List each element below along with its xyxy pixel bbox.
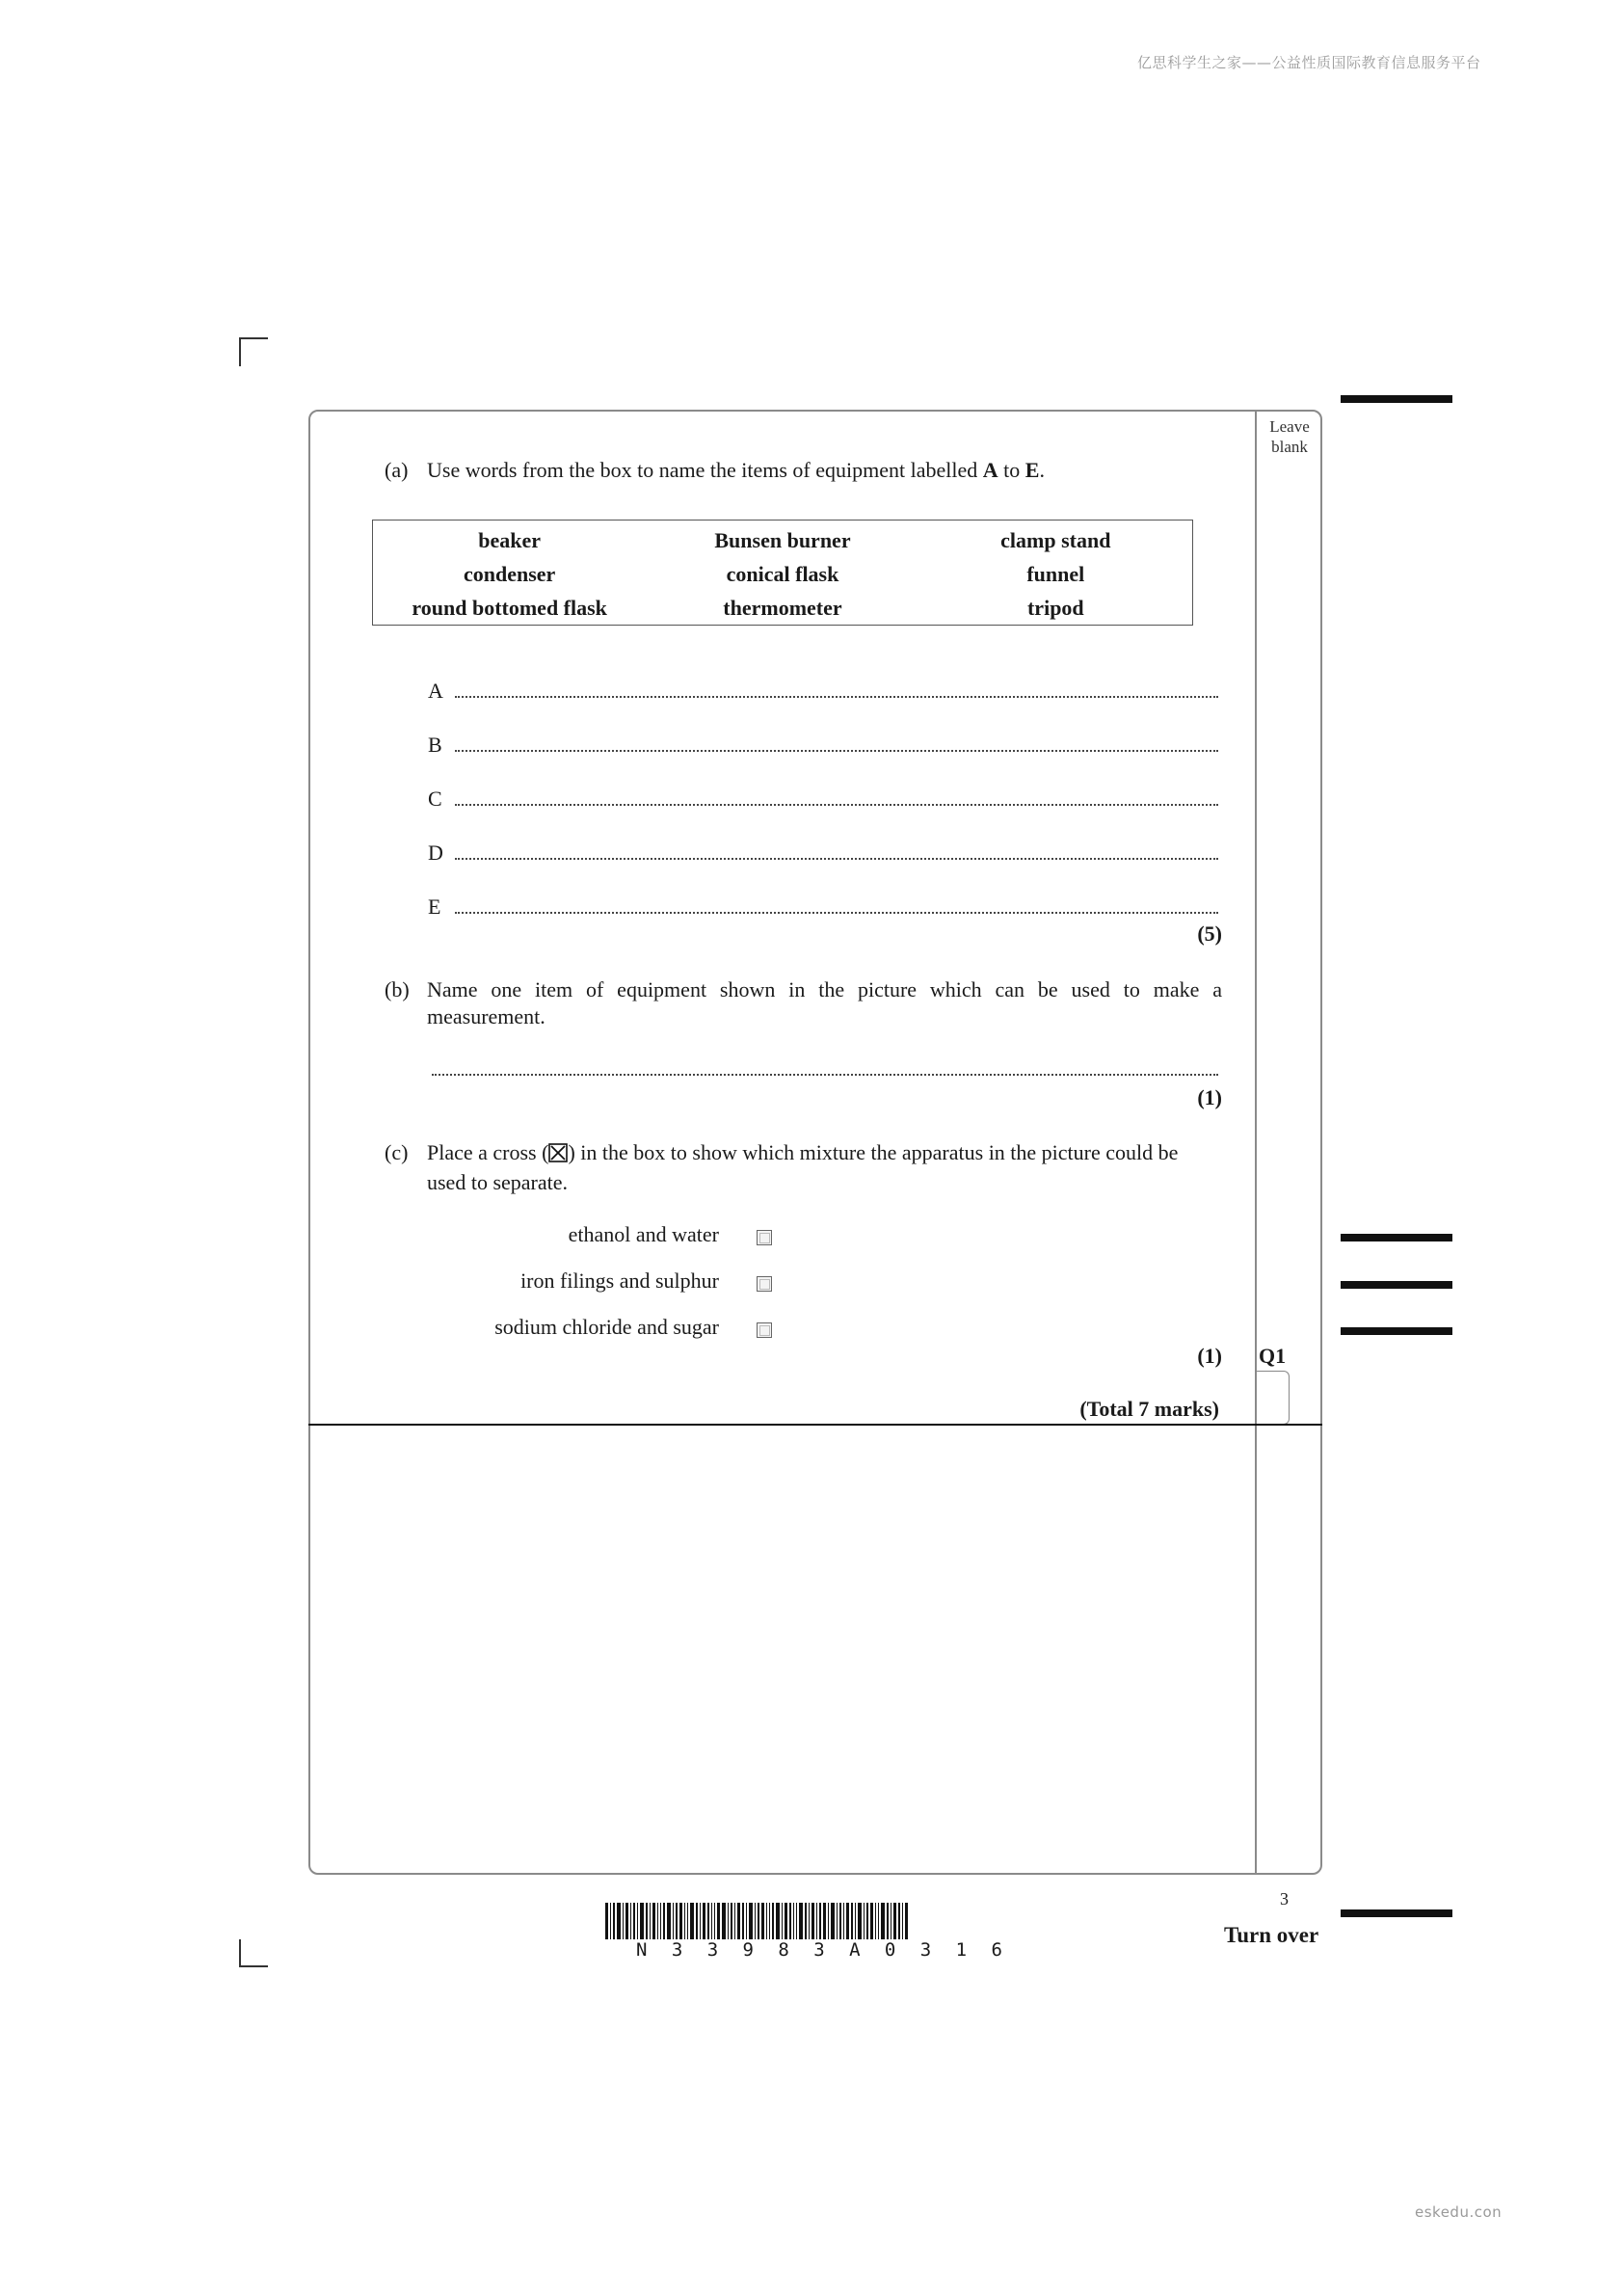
part-c-question: Place a cross ( ) in the box to show which mixture the apparatus in the picture could be used to separate. [427, 1140, 1179, 1194]
part-c-label: (c) [385, 1140, 409, 1164]
word-condenser: condenser [464, 562, 556, 586]
part-a-question: Use words from the box to name the items of equipment labelled A to E. [427, 458, 1045, 482]
option-label-iron-sulphur: iron filings and sulphur [520, 1268, 719, 1293]
word-tripod: tripod [1026, 596, 1084, 620]
word-thermometer: thermometer [723, 596, 842, 620]
margin-bar-2 [1341, 1281, 1452, 1289]
answer-line-d[interactable] [428, 841, 1218, 866]
answer-line-a[interactable] [428, 679, 1218, 704]
part-b-answer-line[interactable] [432, 1056, 1218, 1076]
word-clamp-stand: clamp stand [1000, 528, 1111, 552]
word-box [372, 520, 1193, 626]
answer-line-b[interactable] [428, 733, 1218, 758]
margin-bar-3 [1341, 1327, 1452, 1335]
examiner-mark-box[interactable] [1255, 1371, 1290, 1425]
crop-mark-bottom-v [239, 1939, 241, 1967]
part-a-marks: (5) [1197, 921, 1222, 946]
answer-letter: E [428, 894, 441, 919]
answer-line-e[interactable] [428, 894, 1218, 920]
margin-bar-bottom [1341, 1909, 1452, 1917]
page-number: 3 [1280, 1889, 1289, 1909]
watermark-footer: eskedu.con [1415, 2203, 1503, 2221]
part-c-marks: (1) [1197, 1344, 1222, 1368]
cross-box-icon [548, 1142, 568, 1169]
turn-over: Turn over [1224, 1923, 1319, 1947]
barcode-digits: N 3 3 9 8 3 A 0 3 1 6 [636, 1939, 1002, 1961]
word-conical-flask: conical flask [726, 562, 839, 586]
part-b-question: Name one item of equipment shown in the picture which can be used to make a measurement. [427, 977, 1222, 1028]
crop-mark-top-v [239, 337, 241, 366]
part-b-label: (b) [385, 977, 410, 1001]
barcode [605, 1903, 1025, 1939]
question-end-rule [308, 1424, 1322, 1426]
answer-letter: C [428, 787, 442, 811]
answer-letter: B [428, 733, 442, 757]
part-b-marks: (1) [1197, 1085, 1222, 1109]
word-bunsen-burner: Bunsen burner [714, 528, 851, 552]
word-beaker: beaker [478, 528, 542, 552]
word-funnel: funnel [1026, 562, 1085, 586]
crop-mark-bottom-h [239, 1965, 268, 1967]
word-round-bottomed-flask: round bottomed flask [412, 596, 607, 620]
answer-line-c[interactable] [428, 787, 1218, 812]
answer-letter: D [428, 841, 443, 865]
option-label-sodium-chloride-sugar: sodium chloride and sugar [494, 1315, 719, 1339]
part-a-label: (a) [385, 458, 409, 482]
option-checkbox-ethanol-water[interactable] [757, 1230, 772, 1245]
option-checkbox-iron-sulphur[interactable] [757, 1276, 772, 1292]
leave-blank-column-rule [1255, 410, 1257, 1875]
margin-bar-top [1341, 395, 1452, 403]
option-checkbox-sodium-chloride-sugar[interactable] [757, 1322, 772, 1338]
watermark-header: 亿思科学生之家——公益性质国际教育信息服务平台 [1137, 54, 1481, 71]
question-number: Q1 [1259, 1344, 1287, 1368]
leave-blank-label: Leave blank [1269, 417, 1310, 456]
option-label-ethanol-water: ethanol and water [568, 1222, 719, 1246]
crop-mark-top-h [239, 337, 268, 339]
margin-bar-1 [1341, 1234, 1452, 1241]
total-marks: (Total 7 marks) [1079, 1397, 1219, 1421]
answer-letter: A [428, 679, 443, 703]
